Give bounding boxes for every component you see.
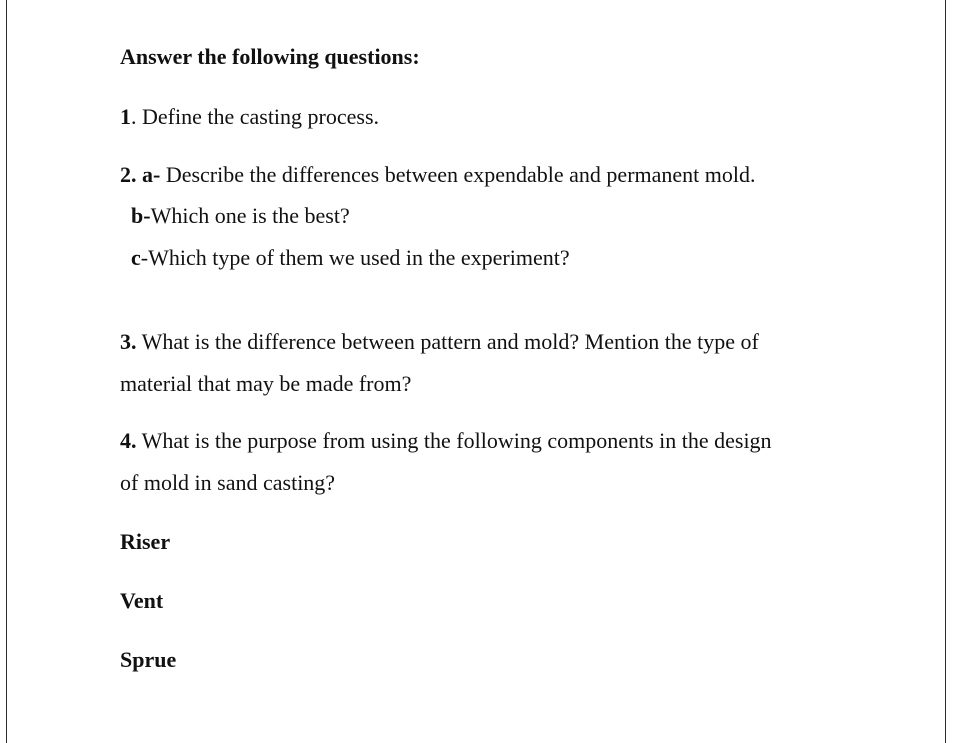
question-4-text-1: What is the purpose from using the following components in the design	[136, 428, 772, 453]
question-2b-label: b-	[131, 203, 151, 228]
component-vent: Vent	[120, 588, 164, 613]
question-4-number: 4.	[120, 428, 137, 453]
question-2a-text: Describe the differences between expendable and permanent mold.	[160, 162, 756, 187]
question-2c-label: c	[131, 245, 141, 270]
question-3-text-1: What is the difference between pattern and mold? Mention the type of	[136, 329, 759, 354]
component-sprue: Sprue	[120, 647, 177, 672]
question-2c-text: -Which type of them we used in the experiment?	[140, 245, 570, 270]
question-1-number: 1	[120, 104, 131, 129]
question-4-line-2: of mold in sand casting?	[120, 470, 336, 495]
component-riser: Riser	[120, 529, 171, 554]
question-2a-number: 2. a-	[120, 162, 161, 187]
question-2a	[120, 162, 756, 188]
question-1	[120, 104, 379, 130]
question-3-line-2: material that may be made from?	[120, 371, 412, 396]
question-2b	[131, 203, 350, 229]
question-1-text: . Define the casting process.	[131, 104, 380, 129]
question-3-number: 3.	[120, 329, 137, 354]
question-2c	[131, 245, 570, 271]
question-4-line-1	[120, 428, 772, 454]
heading: Answer the following questions:	[120, 44, 420, 69]
question-3-line-1	[120, 329, 759, 355]
question-2b-text: Which one is the best?	[150, 203, 350, 228]
